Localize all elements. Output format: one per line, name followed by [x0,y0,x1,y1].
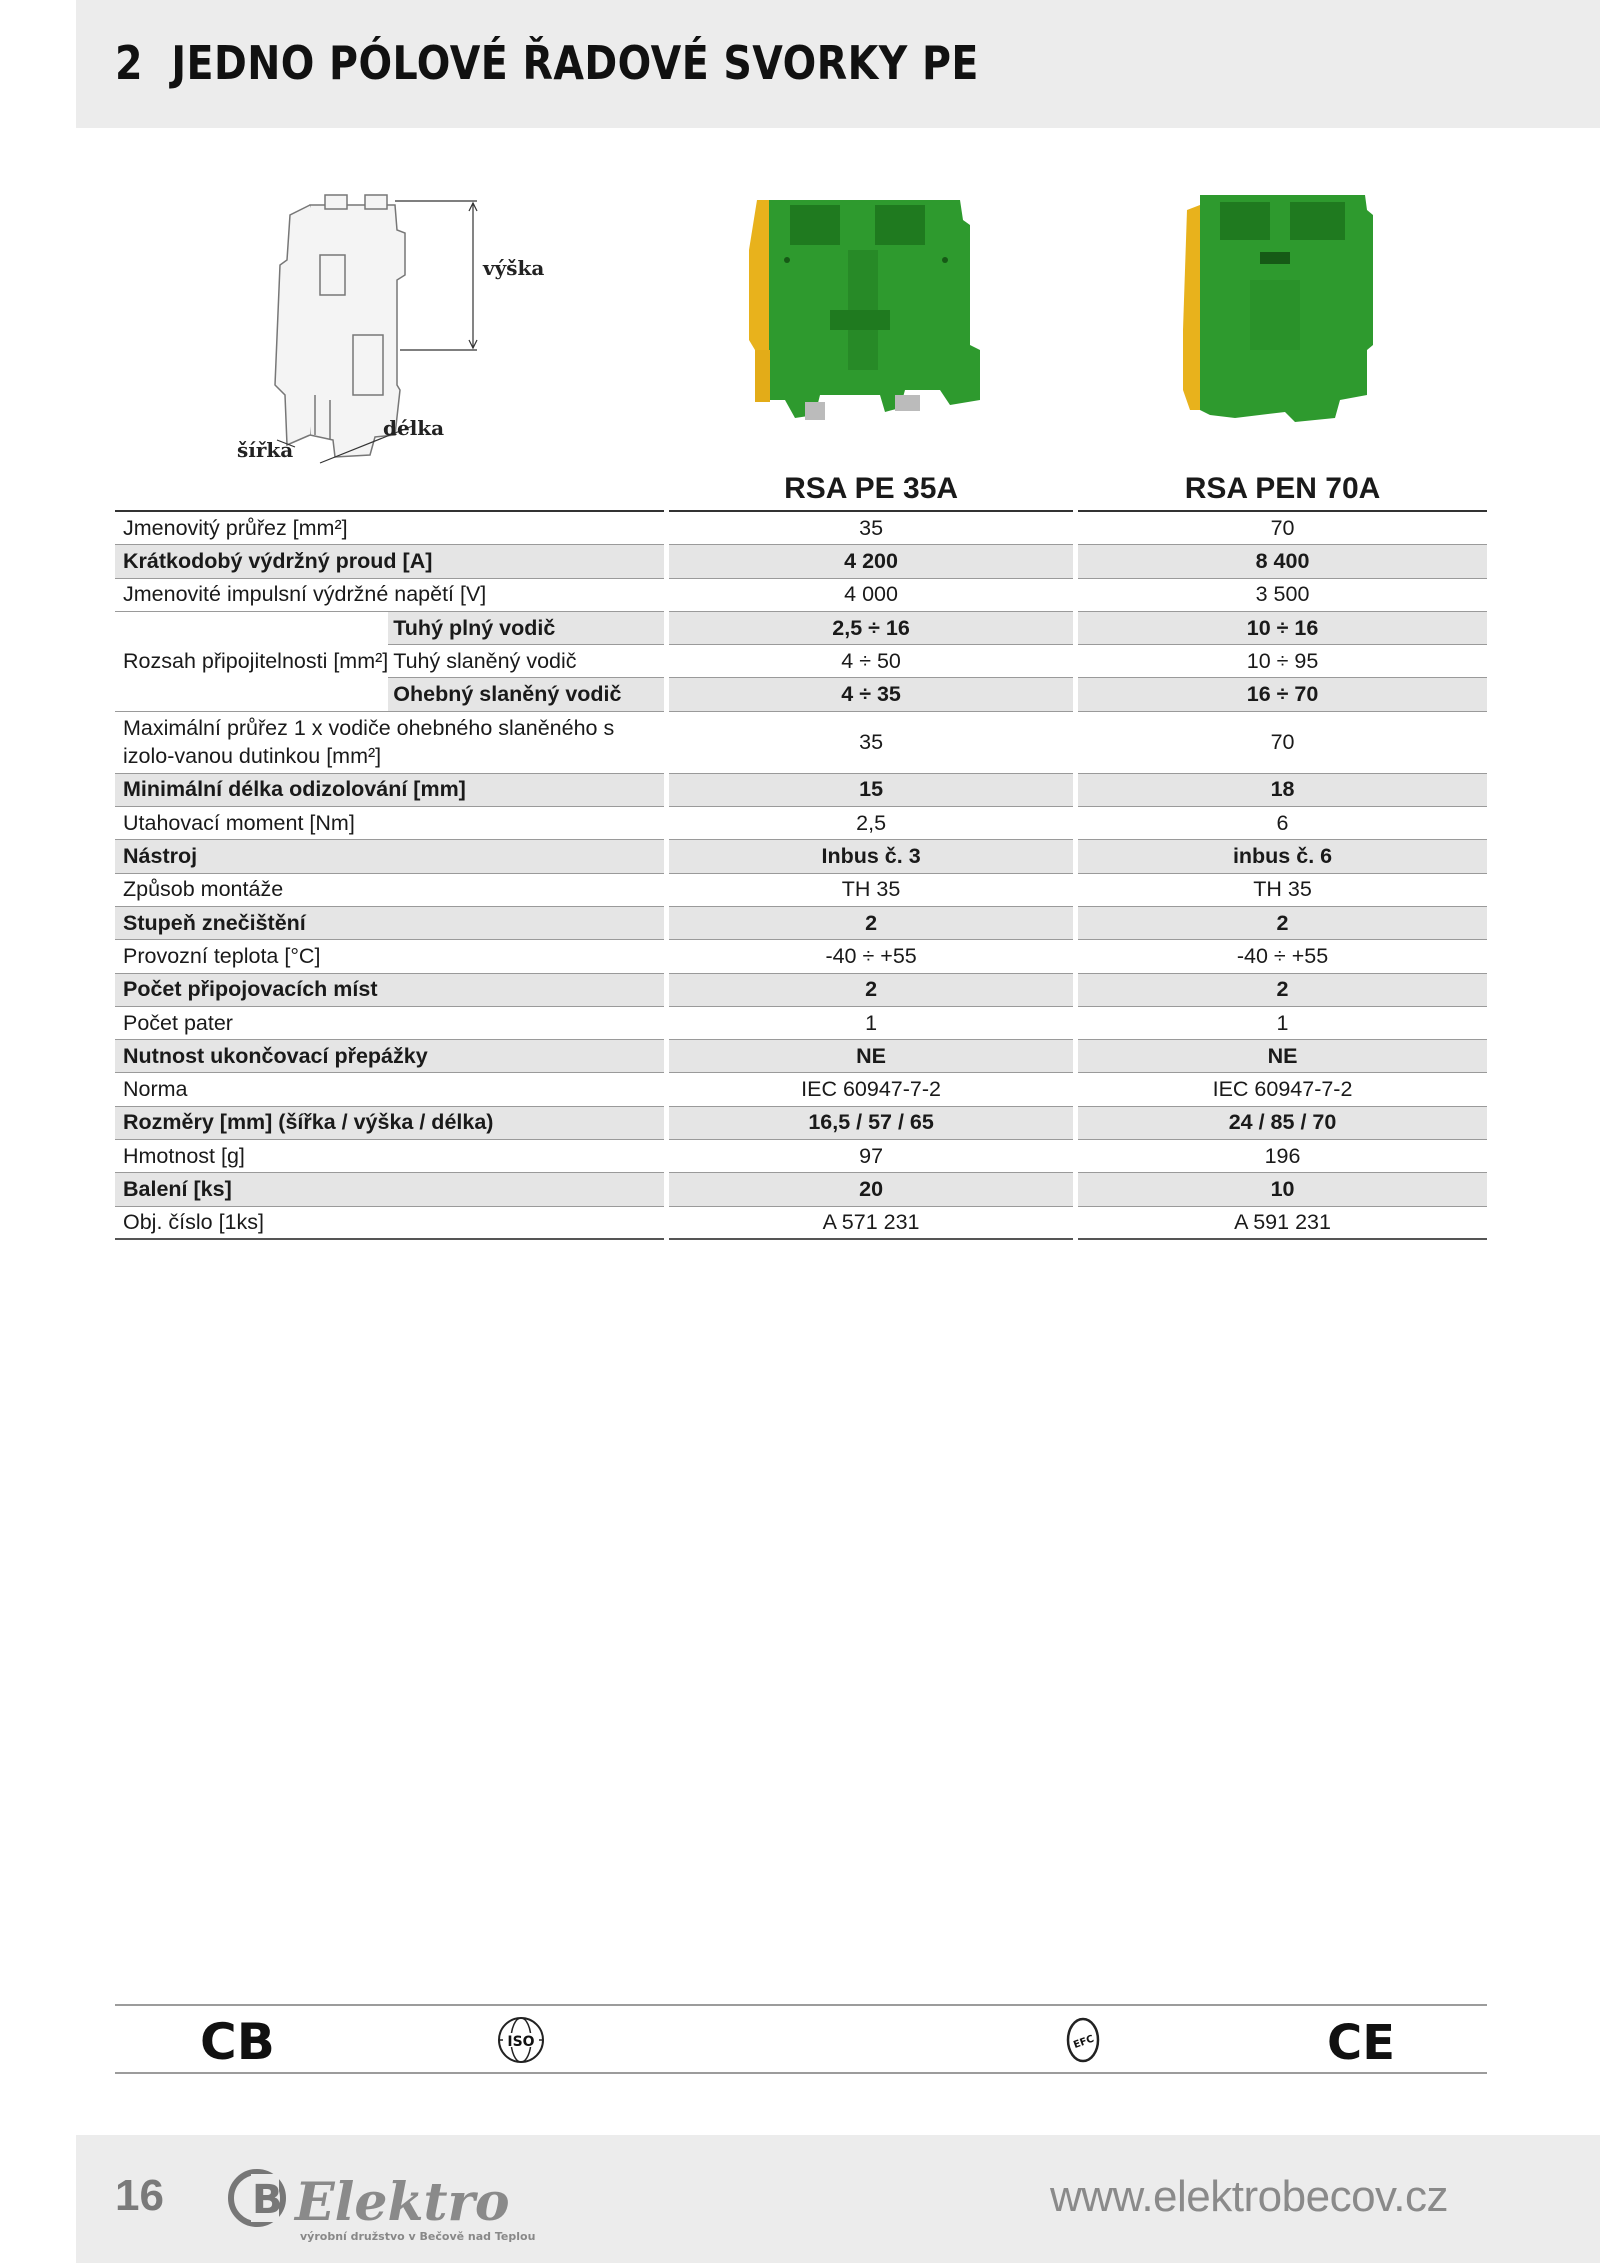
svg-text:CB: CB [200,2014,275,2066]
svg-text:délka: délka [383,416,445,440]
ce-mark-icon [1327,2014,1397,2066]
iso-mark-icon [495,2014,547,2066]
table-corner [115,465,664,512]
elektro-logo [225,2158,545,2244]
product-header-2: RSA PEN 70A [1078,465,1487,512]
spec-table [115,465,1487,1240]
svg-text:EFC: EFC [1072,2033,1096,2052]
table-row: Rozměry [mm] (šířka / výška / délka) 16,5 / 57 / 65 24 / 85 / 70 [115,1107,1487,1140]
page-title: 2 JEDNO PÓLOVÉ ŘADOVÉ SVORKY PE [115,36,979,90]
cb-mark-icon [200,2014,280,2066]
svg-text:CE: CE [1327,2015,1396,2066]
table-row: Rozsah připojitelnosti [mm²] Tuhý plný vodič 2,5 ÷ 16 10 ÷ 16 [115,612,1487,645]
efc-mark-icon [1063,2014,1103,2066]
table-row: Způsob montáže TH 35 TH 35 [115,874,1487,907]
product-image-rsa-pe-35a [735,190,995,430]
table-row: Nutnost ukončovací přepážky NE NE [115,1040,1487,1073]
product-header-1: RSA PE 35A [669,465,1073,512]
table-row: Krátkodobý výdržný proud [A] 4 200 8 400 [115,545,1487,578]
product-image-rsa-pen-70a [1175,190,1375,430]
dimension-drawing [225,185,555,475]
svg-text:B: B [252,2177,283,2223]
table-row: Maximální průřez 1 x vodiče ohebného slaněného s izolo-vanou dutinkou [mm²] 35 70 [115,712,1487,774]
certification-strip [115,2004,1487,2074]
table-row: Utahovací moment [Nm] 2,5 6 [115,807,1487,840]
table-row: Provozní teplota [°C] -40 ÷ +55 -40 ÷ +55 [115,940,1487,973]
table-row: Minimální délka odizolování [mm] 15 18 [115,774,1487,807]
table-row: Jmenovitý průřez [mm²] 35 70 [115,512,1487,545]
table-row: Ohebný slaněný vodič 4 ÷ 35 16 ÷ 70 [115,678,1487,711]
svg-text:ISO: ISO [507,2034,535,2050]
website-url: www.elektrobecov.cz [1049,2172,1448,2221]
page-number: 16 [115,2171,164,2220]
table-row: Počet připojovacích míst 2 2 [115,974,1487,1007]
table-row: Nástroj Inbus č. 3 inbus č. 6 [115,840,1487,873]
svg-text:výška: výška [483,256,545,280]
svg-text:výrobní družstvo v Bečově nad: výrobní družstvo v Bečově nad Teplou [300,2230,536,2243]
table-row: Jmenovité impulsní výdržné napětí [V] 4 000 3 500 [115,579,1487,612]
table-row: Stupeň znečištění 2 2 [115,907,1487,940]
table-row: Tuhý slaněný vodič 4 ÷ 50 10 ÷ 95 [115,645,1487,678]
range-group-label: Rozsah připojitelnosti [mm²] [115,612,388,712]
svg-text:Elektro: Elektro [295,2172,510,2233]
table-row: Hmotnost [g] 97 196 [115,1140,1487,1173]
table-row: Norma IEC 60947-7-2 IEC 60947-7-2 [115,1073,1487,1106]
table-row: Balení [ks] 20 10 [115,1173,1487,1206]
table-row: Obj. číslo [1ks] A 571 231 A 591 231 [115,1207,1487,1240]
svg-text:šířka: šířka [237,438,294,462]
table-row: Počet pater 1 1 [115,1007,1487,1040]
